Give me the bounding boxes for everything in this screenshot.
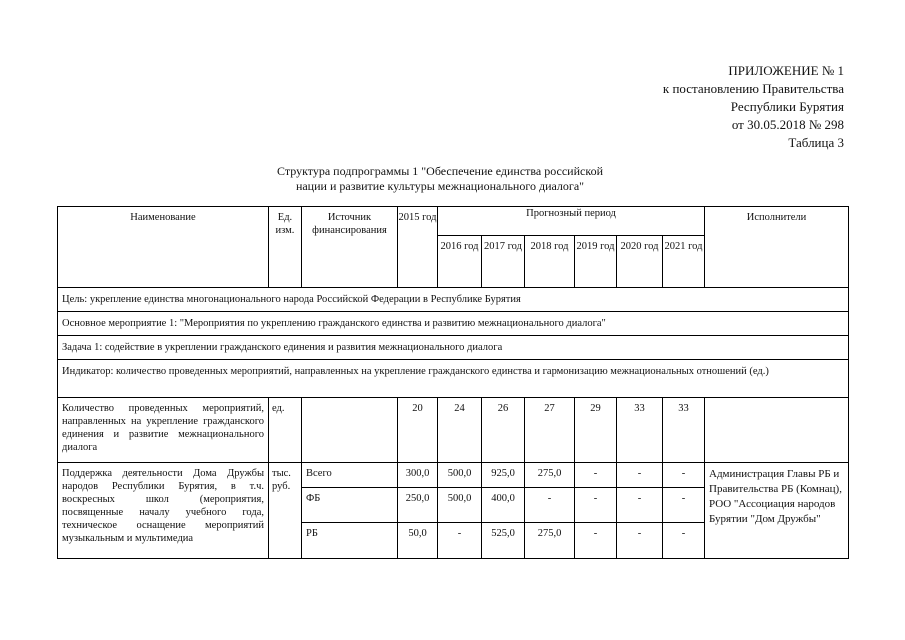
value-cell: 300,0: [398, 463, 438, 488]
value-cell: -: [525, 488, 575, 523]
value-cell: 50,0: [398, 523, 438, 559]
republic-name: Республики Бурятия: [730, 99, 844, 114]
value-cell: -: [663, 523, 705, 559]
event-executors: Администрация Главы РБ и Правительства РБ (Комнац), РОО "Ассоциация народов Бурятии "Дом Дружбы": [705, 463, 849, 559]
value-cell: 27: [525, 398, 575, 463]
resolution-ref: к постановлению Правительства: [662, 81, 844, 96]
value-cell: -: [617, 463, 663, 488]
value-cell: 20: [398, 398, 438, 463]
header-forecast-period: Прогнозный период: [438, 207, 705, 236]
header-year: 2018 год: [525, 236, 575, 288]
appendix-title: ПРИЛОЖЕНИЕ № 1: [728, 63, 844, 78]
event-unit: тыс. руб.: [269, 463, 302, 559]
indicator-executors: [705, 398, 849, 463]
source-fb: ФБ: [302, 488, 398, 523]
header-year: 2016 год: [438, 236, 482, 288]
header-name: Наименование: [58, 207, 269, 288]
main-event-row: Основное мероприятие 1: "Мероприятия по укреплению гражданского единства и развитию межнационального диалога": [58, 312, 849, 336]
value-cell: 26: [482, 398, 525, 463]
value-cell: -: [663, 488, 705, 523]
header-source: Источник финансирования: [302, 207, 398, 288]
value-cell: -: [617, 523, 663, 559]
source-rb: РБ: [302, 523, 398, 559]
goal-row: Цель: укрепление единства многонационального народа Российской Федерации в Республике Бурятия: [58, 288, 849, 312]
document-header: [663, 62, 844, 152]
table-number: Таблица 3: [788, 135, 844, 150]
value-cell: 29: [575, 398, 617, 463]
value-cell: 250,0: [398, 488, 438, 523]
indicator-source: [302, 398, 398, 463]
header-unit: Ед. изм.: [269, 207, 302, 288]
table-row: [58, 398, 849, 463]
value-cell: -: [663, 463, 705, 488]
indicator-row: Индикатор: количество проведенных мероприятий, направленных на укрепление гражданского единства и гармонизацию межнациональных отношений (ед.): [58, 360, 849, 398]
document-subtitle: [230, 164, 650, 194]
header-2015: 2015 год: [398, 207, 438, 288]
value-cell: 400,0: [482, 488, 525, 523]
indicator-name: Количество проведенных мероприятий, направленных на укрепление гражданского единения и развитие межнационального диалога: [58, 398, 269, 463]
value-cell: 275,0: [525, 523, 575, 559]
structure-table: [57, 206, 849, 559]
event-name: Поддержка деятельности Дома Дружбы народов Республики Бурятия, в т.ч. воскресных школ (мероприятия, посвященные началу учебного года, техническое оснащение мероприятий музыкальным и мультимедиа: [58, 463, 269, 559]
header-year: 2020 год: [617, 236, 663, 288]
value-cell: 525,0: [482, 523, 525, 559]
value-cell: 33: [617, 398, 663, 463]
header-year: 2021 год: [663, 236, 705, 288]
value-cell: 925,0: [482, 463, 525, 488]
value-cell: 275,0: [525, 463, 575, 488]
subtitle-line-1: Структура подпрограммы 1 "Обеспечение единства российской: [277, 164, 603, 178]
value-cell: -: [575, 463, 617, 488]
source-total: Всего: [302, 463, 398, 488]
value-cell: -: [438, 523, 482, 559]
table-row: [58, 463, 849, 488]
value-cell: 33: [663, 398, 705, 463]
header-executors: Исполнители: [705, 207, 849, 288]
subtitle-line-2: нации и развитие культуры межнационального диалога": [295, 179, 585, 193]
value-cell: 500,0: [438, 488, 482, 523]
value-cell: -: [617, 488, 663, 523]
value-cell: 24: [438, 398, 482, 463]
value-cell: 500,0: [438, 463, 482, 488]
value-cell: -: [575, 523, 617, 559]
value-cell: -: [575, 488, 617, 523]
resolution-date: от 30.05.2018 № 298: [731, 117, 844, 132]
indicator-unit: ед.: [269, 398, 302, 463]
header-year: 2019 год: [575, 236, 617, 288]
header-year: 2017 год: [482, 236, 525, 288]
task-row: Задача 1: содействие в укреплении гражданского единения и развития межнационального диалога: [58, 336, 849, 360]
